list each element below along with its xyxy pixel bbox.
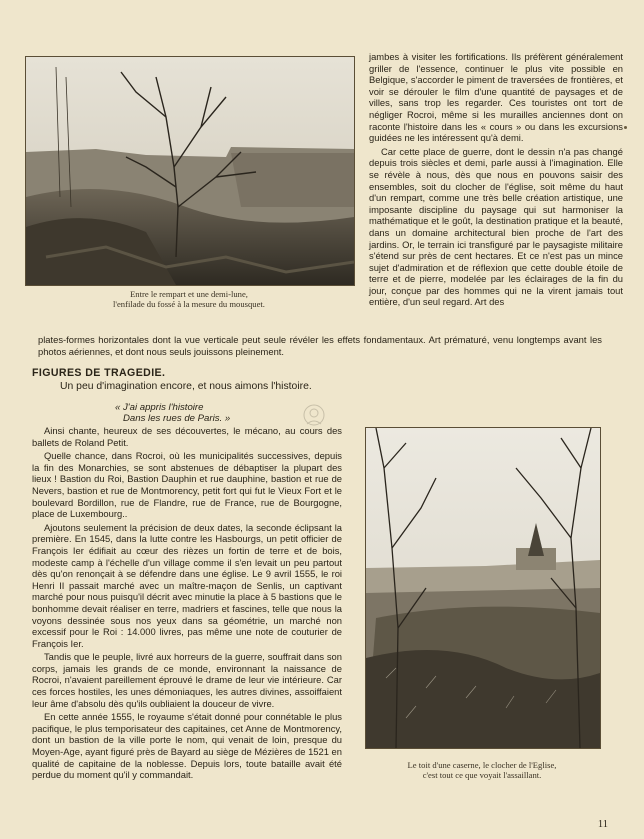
left-column-bottom-text (32, 425, 342, 781)
section-lead: Un peu d'imagination encore, et nous aimons l'histoire. (60, 381, 312, 392)
full-width-text: plates-formes horizontales dont la vue verticale peut seule révéler les effets fondamentaux. Art prématuré, venu longtemps avant les photos aériennes, et dont nous seuls jouissons pleinement. (38, 334, 602, 357)
right-column-top-text (369, 51, 623, 308)
church-photo (365, 427, 601, 749)
paragraph: jambes à visiter les fortifications. Ils préfèrent généralement griller de l'essence, continuer le plus vite possible en Belgique, s'accorder le piment de traversées de frontières, et voir se dérouler le film d'une quantité de paysages et de villes, sans trop les regarder. Ces touristes ont tort de négliger Rocroi, même si les murailles anciennes dont on raconte l'histoire dans les « cours » ou dans les excursions guidées ne les intéressent qu'à demi. (369, 51, 623, 144)
page-number: 11 (597, 819, 608, 830)
section-heading: FIGURES DE TRAGEDIE. (32, 367, 166, 379)
paragraph: Tandis que le peuple, livré aux horreurs de la guerre, souffrait dans son corps, jamais les grands de ce monde, environnant la naissance de Rocroi, n'avaient pareillement éprouvé le drame de leur vie intérieure. Car ces forces hostiles, les unes démoniaques, les autres divines, assoiffaient leur âme d'absolu dès qu'ils oubliaient la douceur de vivre. (32, 651, 342, 709)
church-photo-caption: Le toit d'une caserne, le clocher de l'Eglise, c'est tout ce que voyait l'assaillant. (407, 760, 557, 780)
ornament-dot (624, 126, 627, 129)
paragraph: En cette année 1555, le royaume s'était donné pour connétable le plus pacifique, le plus temporisateur des capitaines, cet Anne de Montmorency, dont un bastion de la ville porte le nom, qui venait de loin, presque du Moyen-Age, ayant figuré près de Bayard au siège de Mézières de 1521 en qualité de capitaine de la noblesse. Depuis lors, toute bataille avait été perdue du moment qu'il y commandait. (32, 711, 342, 781)
paragraph: Ajoutons seulement la précision de deux dates, la seconde éclipsant la première. En 1545, dans la lutte contre les Hasbourgs, un petit officier de François Ier édifiait au cœur des rièzes un fortin de terre et de bois, modeste camp à l'échelle d'un village comme il s'en levait un peu partout dès qu'on renonçait à se défendre dans une église. Le 9 avril 1555, le roi Henri II passait marché avec un maître-maçon de Senlis, un captivant marché pour nous puisqu'il décrit avec minutie la place à 5 bastions que le bonhomme devait réaliser en terre, madriers et fascines, telle que nous la voyons dessinée sous nos yeux dans sa géométrie, un marché non excessif pour le Roi : 14.000 livres, pas même une note de couturier de François Ier. (32, 521, 342, 649)
rampart-photo (25, 56, 355, 286)
rampart-photo-caption: Entre le rempart et une demi-lune, l'enfilade du fossé à la mesure du mousquet. (113, 289, 265, 309)
paragraph: Quelle chance, dans Rocroi, où les municipalités successives, depuis la fin des Monarchies, se sont abstenues de débaptiser la plupart des lieux ! Bastion du Roi, Bastion Dauphin et rue dauphine, bastion et rue de Nevers, bastion et rue de Montmorency, petit fort qui fut le Vieux Fort et le boulevard Bordillon, rue de Flandre, rue de France, rue de Bourgogne, place de Luxembourg.. (32, 450, 342, 520)
paragraph: Ainsi chante, heureux de ses découvertes, le mécano, au cours des ballets de Roland Petit. (32, 425, 342, 448)
song-quote: « J'ai appris l'histoire Dans les rues de Paris. » (115, 402, 231, 425)
paragraph: Car cette place de guerre, dont le dessin n'a pas changé depuis trois siècles et demi, parle aussi à l'imagination. Elle se révèle à nous, dès que nous en pouvons saisir des ensembles, soit du clocher de l'église, soit même du haut d'un rempart, comme une très belle création artistique, une imposante discipline du paysage qui sut harmoniser la mathématique et le goût, la destination pratique et la beauté, dans un domaine architectural bien proche de l'art des jardins. Or, le terrain ici transfiguré par le paysagiste militaire s'étend sur près de cent hectares. Et ce n'est pas un mince sujet d'admiration et de réflexion que cette double étoile de terre et de pierre, modelée par les éclairages de la fin du jour, conçue par des hommes qui ne la virent jamais tout entière, d'un seul regard. Art des (369, 145, 623, 308)
